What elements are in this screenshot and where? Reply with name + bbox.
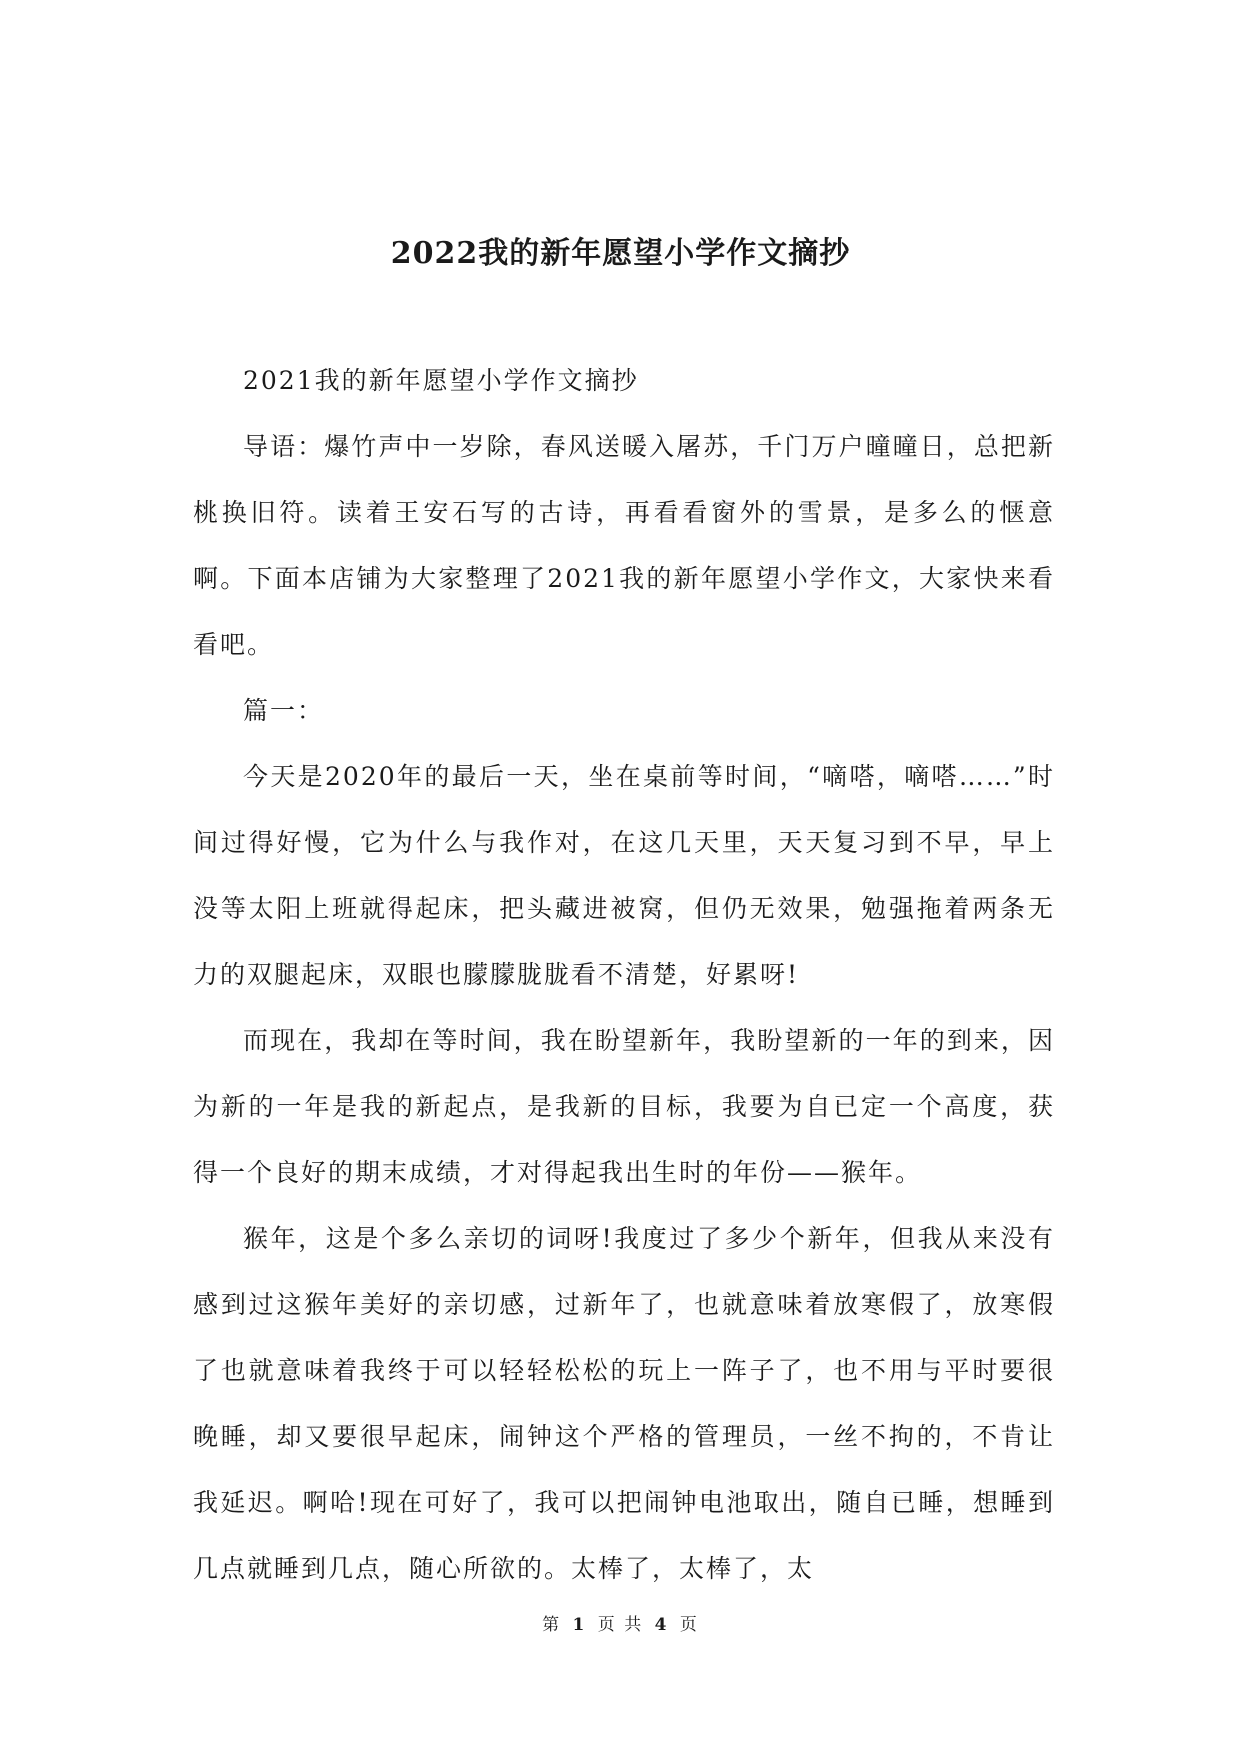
footer-middle: 页 共: [597, 1615, 644, 1635]
page-footer: [0, 1610, 1241, 1635]
document-body: [193, 348, 1055, 1602]
subtitle-paragraph: 2021我的新年愿望小学作文摘抄: [243, 366, 639, 395]
document-title: 2022我的新年愿望小学作文摘抄: [390, 236, 851, 271]
total-pages-number: 4: [654, 1615, 669, 1635]
body-paragraph: 今天是2020年的最后一天，坐在桌前等时间，“嘀嗒，嘀嗒……”时间过得好慢，它为什么与我作对，在这几天里，天天复习到不早，早上没等太阳上班就得起床，把头藏进被窝，但仍无效果，勉强拖着两条无力的双腿起床，双眼也朦朦胧胧看不清楚，好累呀!: [193, 762, 1055, 989]
body-paragraph: 猴年，这是个多么亲切的词呀!我度过了多少个新年，但我从来没有感到过这猴年美好的亲切感，过新年了，也就意味着放寒假了，放寒假了也就意味着我终于可以轻轻松松的玩上一阵子了，也不用与平时要很晚睡，却又要很早起床，闹钟这个严格的管理员，一丝不拘的，不肯让我延迟。啊哈!现在可好了，我可以把闹钟电池取出，随自已睡，想睡到几点就睡到几点，随心所欲的。太棒了，太棒了，太: [193, 1224, 1055, 1583]
footer-prefix: 第: [542, 1615, 562, 1635]
section-heading: 篇一：: [243, 696, 325, 725]
footer-suffix: 页: [679, 1615, 699, 1635]
body-paragraph: 而现在，我却在等时间，我在盼望新年，我盼望新的一年的到来，因为新的一年是我的新起点，是我新的目标，我要为自已定一个高度，获得一个良好的期末成绩，才对得起我出生时的年份——猴年。: [193, 1026, 1055, 1187]
intro-paragraph: 导语：爆竹声中一岁除，春风送暖入屠苏，千门万户曈曈日，总把新桃换旧符。读着王安石写的古诗，再看看窗外的雪景，是多么的惬意啊。下面本店铺为大家整理了2021我的新年愿望小学作文，大家快来看看吧。: [193, 432, 1055, 659]
current-page-number: 1: [572, 1615, 587, 1635]
